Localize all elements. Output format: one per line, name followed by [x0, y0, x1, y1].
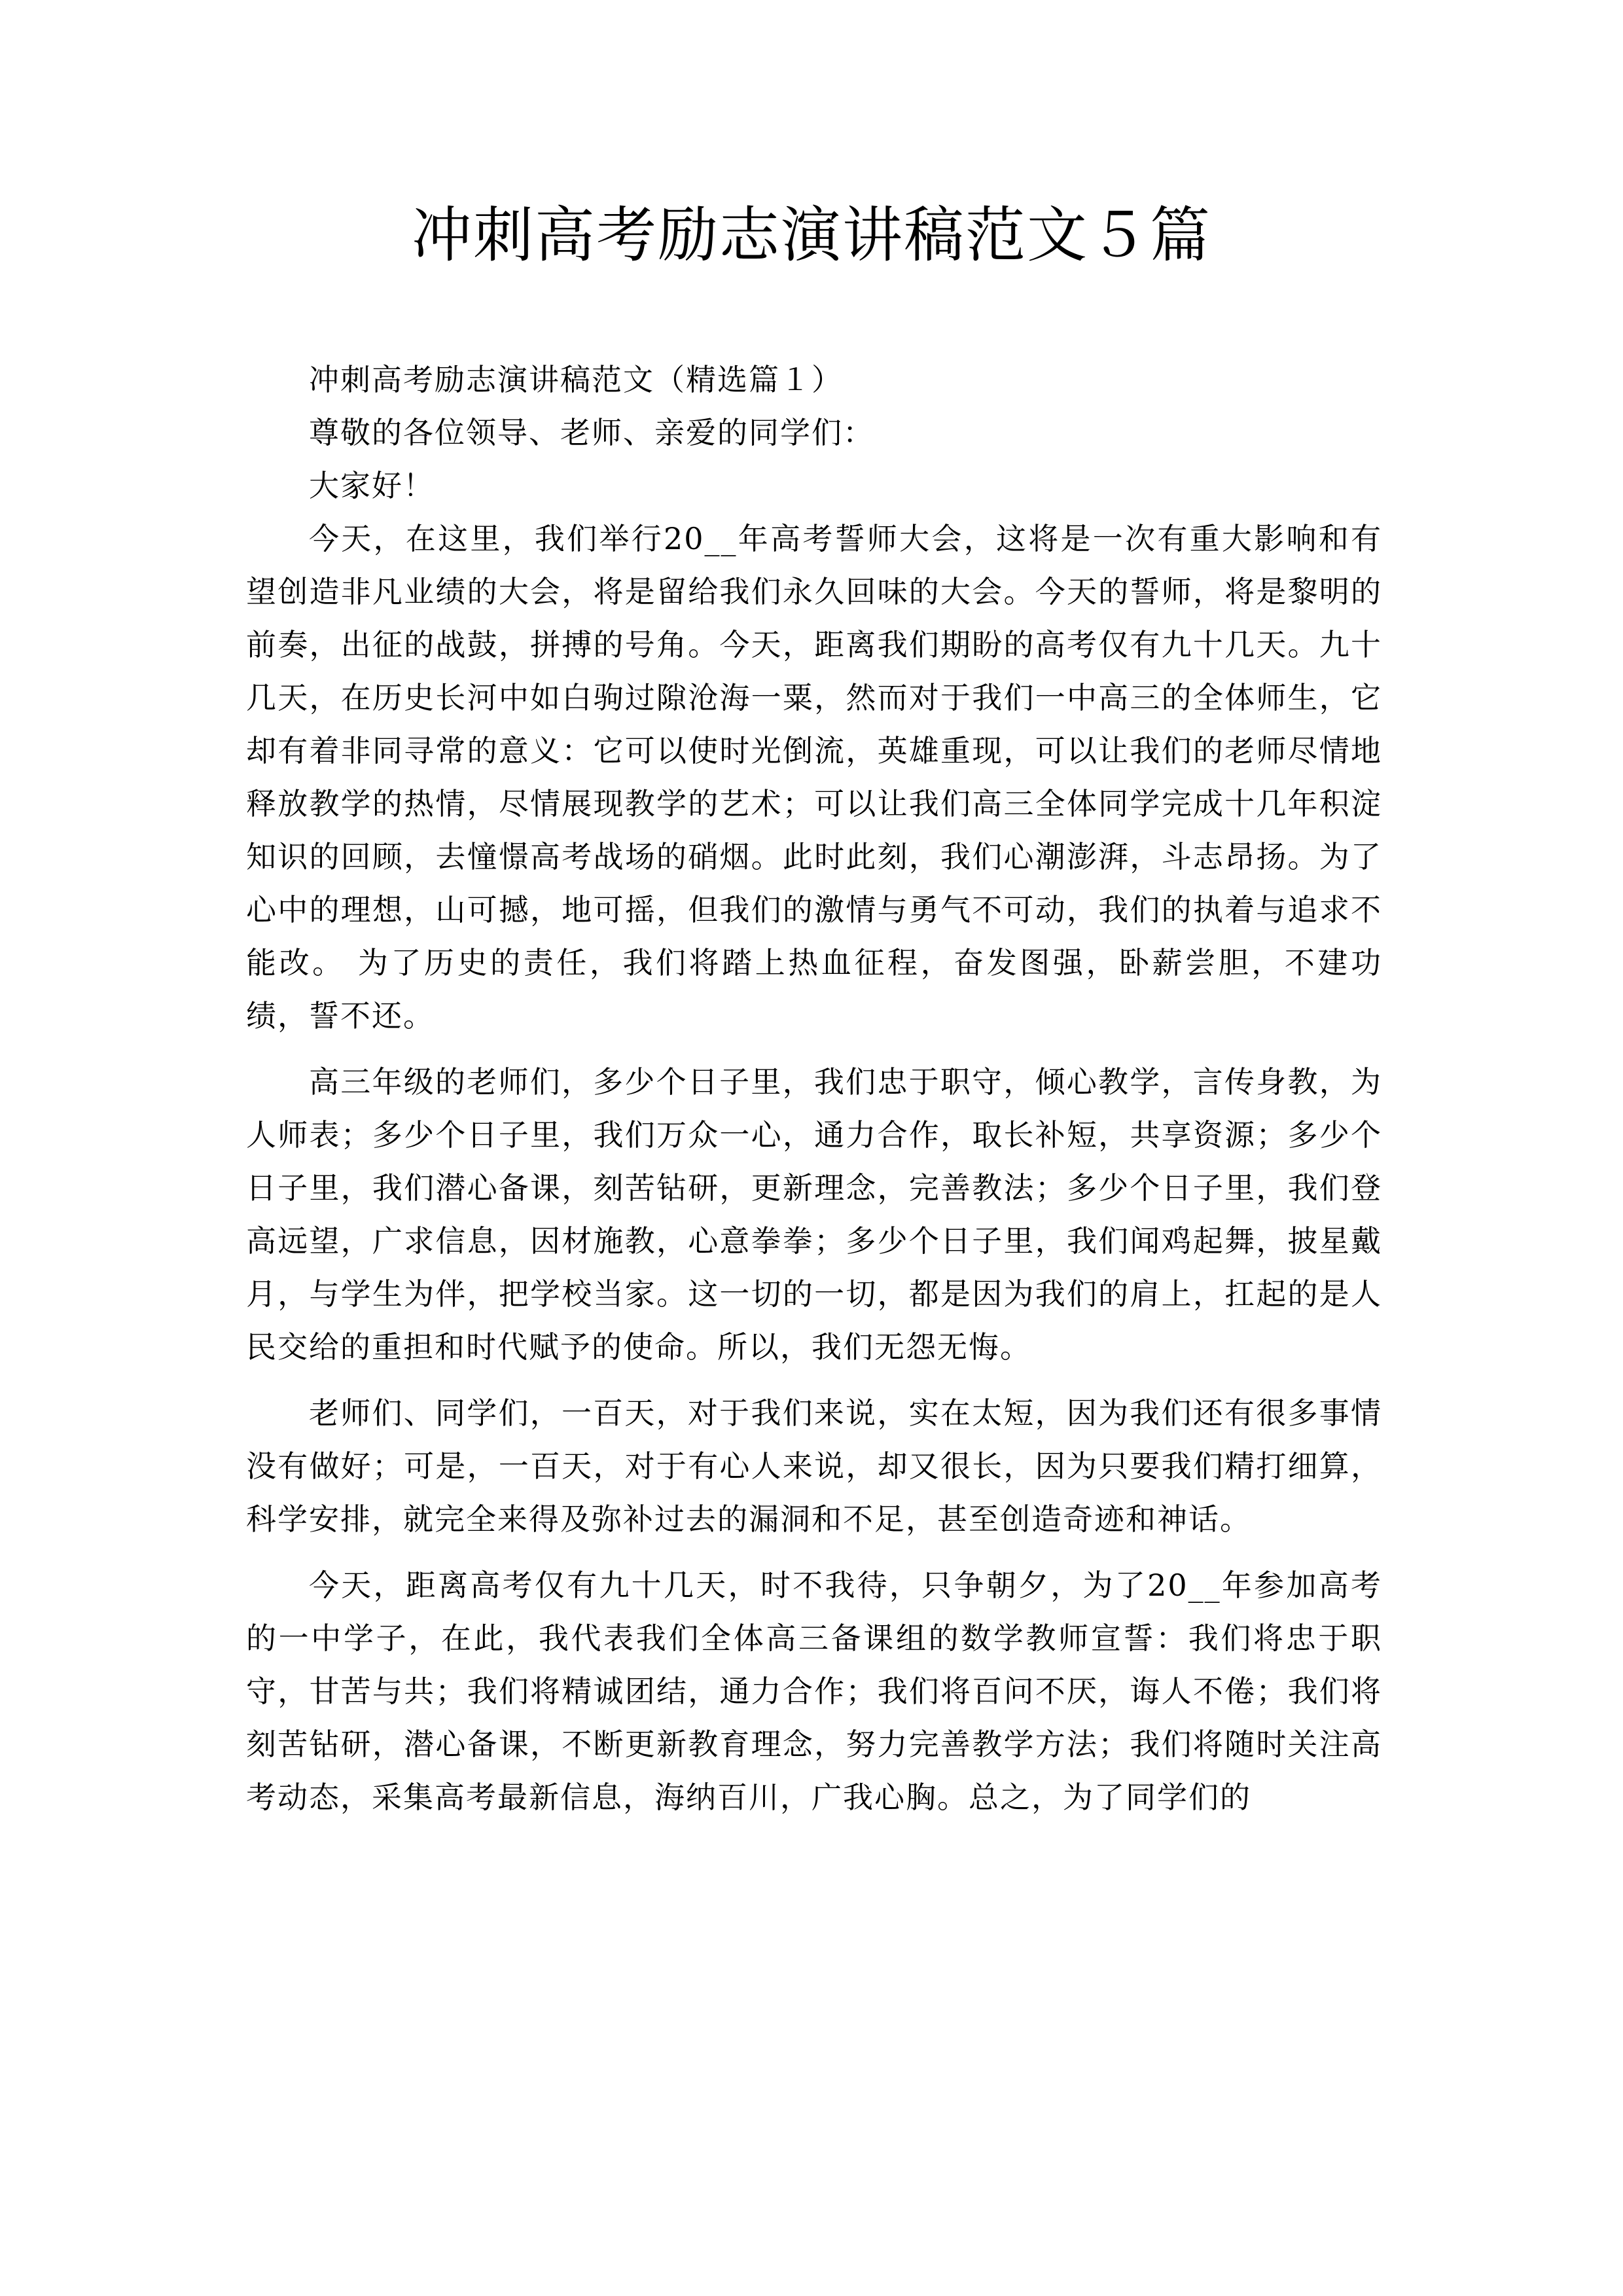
paragraph-1: 今天，在这里，我们举行20__年高考誓师大会，这将是一次有重大影响和有望创造非凡业绩的大会，将是留给我们永久回味的大会。今天的誓师，将是黎明的前奏，出征的战鼓，拼搏的号角。今天，距离我们期盼的高考仅有九十几天。九十几天，在历史长河中如白驹过隙沧海一粟，然而对于我们一中高三的全体师生，它却有着非同寻常的意义：它可以使时光倒流，英雄重现，可以让我们的老师尽情地释放教学的热情，尽情展现教学的艺术；可以让我们高三全体同学完成十几年积淀知识的回顾，去憧憬高考战场的硝烟。此时此刻，我们心潮澎湃，斗志昂扬。为了心中的理想，山可撼，地可摇，但我们的激情与勇气不可动，我们的执着与追求不能改。 为了历史的责任，我们将踏上热血征程，奋发图强，卧薪尝胆，不建功绩，誓不还。	[246, 521, 1382, 1033]
paragraph-2: 高三年级的老师们，多少个日子里，我们忠于职守，倾心教学，言传身教，为人师表；多少个日子里，我们万众一心，通力合作，取长补短，共享资源；多少个日子里，我们潜心备课，刻苦钻研，更新理念，完善教法；多少个日子里，我们登高远望，广求信息，因材施教，心意拳拳；多少个日子里，我们闻鸡起舞，披星戴月，与学生为伴，把学校当家。这一切的一切，都是因为我们的肩上，扛起的是人民交给的重担和时代赋予的使命。所以，我们无怨无悔。	[246, 1064, 1382, 1365]
paragraph-3: 老师们、同学们，一百天，对于我们来说，实在太短，因为我们还有很多事情没有做好；可是，一百天，对于有心人来说，却又很长，因为只要我们精打细算，科学安排，就完全来得及弥补过去的漏洞和不足，甚至创造奇迹和神话。	[246, 1395, 1382, 1537]
salutation: 尊敬的各位领导、老师、亲爱的同学们：	[309, 415, 874, 450]
document-body	[246, 353, 1382, 1824]
document-title: 冲刺高考励志演讲稿范文５篇	[411, 200, 1211, 270]
greeting: 大家好！	[309, 468, 435, 503]
section-heading: 冲刺高考励志演讲稿范文（精选篇１）	[309, 362, 843, 397]
paragraph-4: 今天，距离高考仅有九十几天，时不我待，只争朝夕，为了20__年参加高考的一中学子，在此，我代表我们全体高三备课组的数学教师宣誓：我们将忠于职守，甘苦与共；我们将精诚团结，通力合作；我们将百问不厌，诲人不倦；我们将刻苦钻研，潜心备课，不断更新教育理念，努力完善教学方法；我们将随时关注高考动态，采集高考最新信息，海纳百川，广我心胸。总之，为了同学们的	[246, 1568, 1382, 1815]
